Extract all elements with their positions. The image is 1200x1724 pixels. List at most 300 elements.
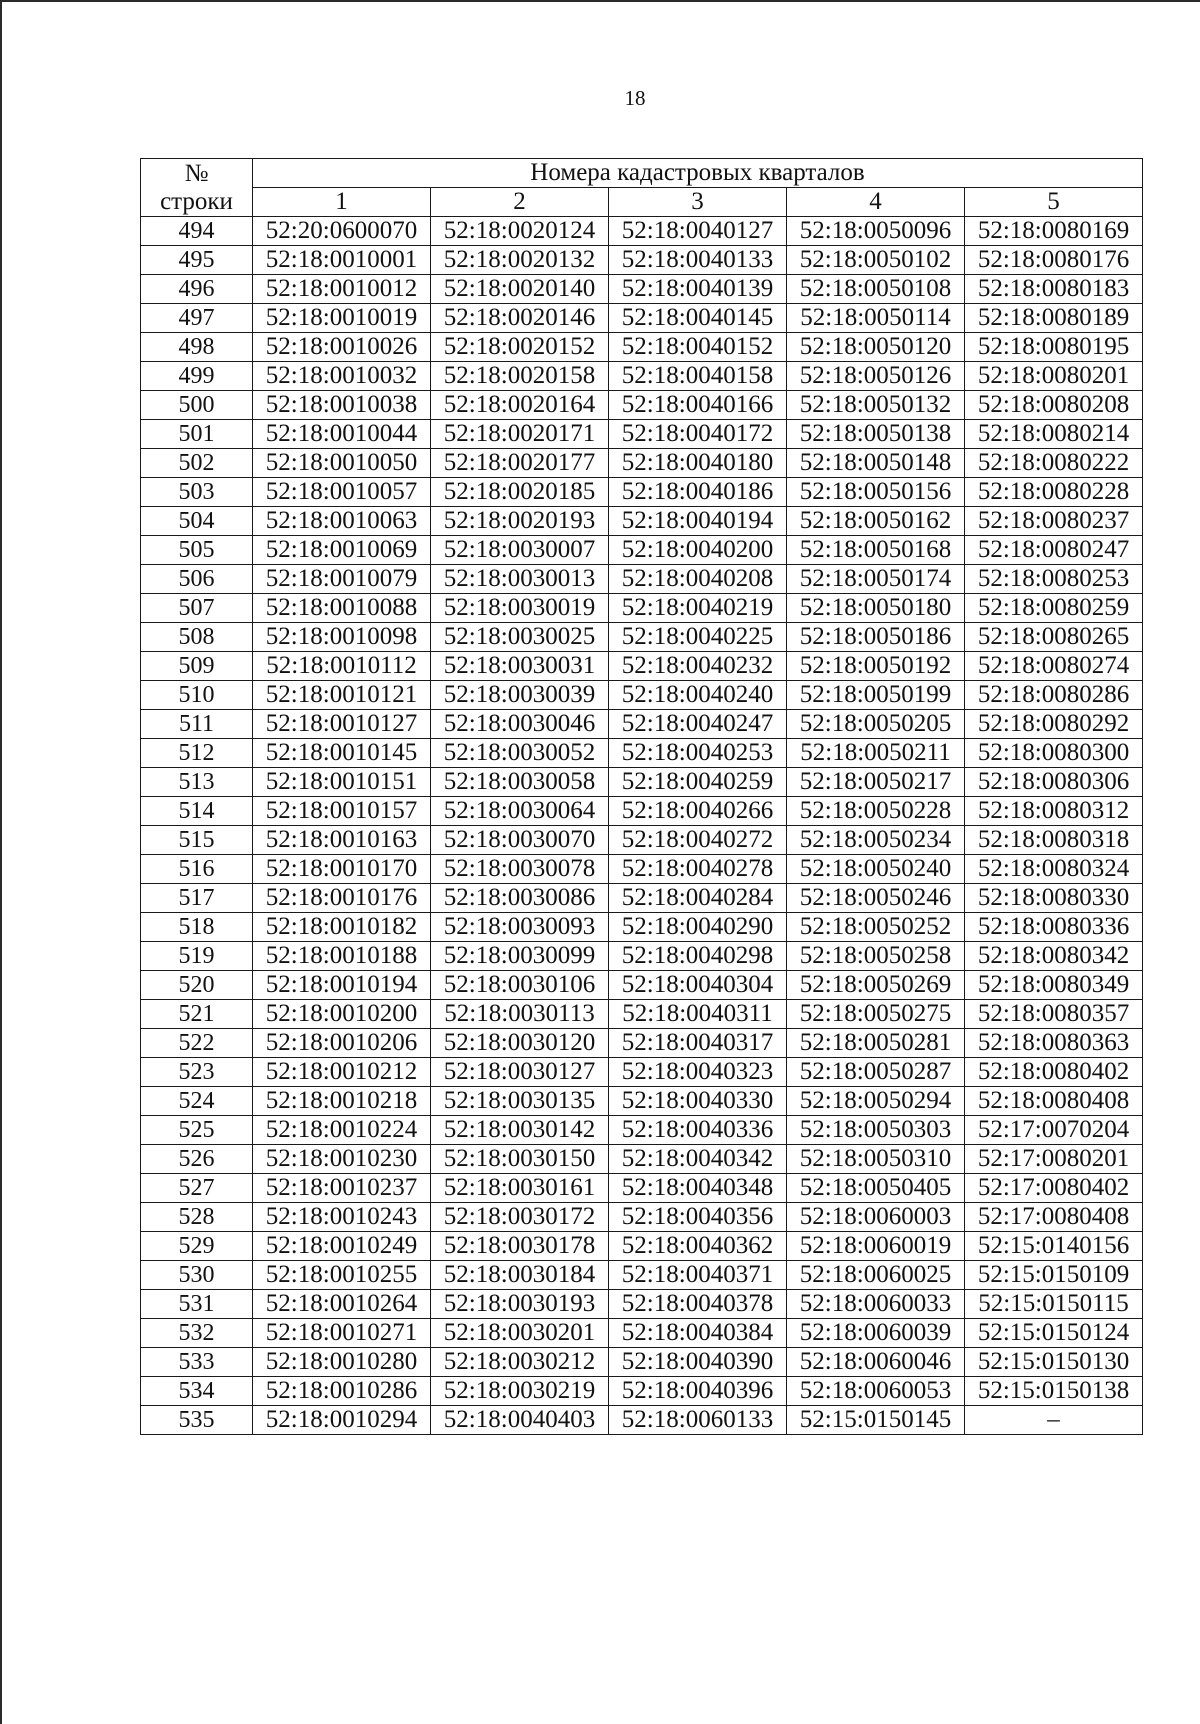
table-row — [141, 362, 1143, 391]
cadastral-number-cell: 52:18:0020152 — [431, 333, 609, 362]
cadastral-number-cell: 52:18:0030120 — [431, 1029, 609, 1058]
cadastral-number-cell: 52:18:0060039 — [787, 1319, 965, 1348]
table-row — [141, 1087, 1143, 1116]
cadastral-number-cell: 52:18:0040194 — [609, 507, 787, 536]
cadastral-number-cell: 52:18:0030150 — [431, 1145, 609, 1174]
row-number: 530 — [141, 1261, 253, 1290]
cadastral-number-cell: 52:18:0080330 — [965, 884, 1143, 913]
cadastral-number-cell: 52:18:0080208 — [965, 391, 1143, 420]
table-row — [141, 449, 1143, 478]
cadastral-number-cell: 52:18:0030025 — [431, 623, 609, 652]
cadastral-number-cell: 52:18:0080237 — [965, 507, 1143, 536]
table-row — [141, 507, 1143, 536]
cadastral-number-cell: 52:18:0080408 — [965, 1087, 1143, 1116]
cadastral-number-cell: 52:18:0050228 — [787, 797, 965, 826]
cadastral-number-cell: 52:18:0040290 — [609, 913, 787, 942]
group-header: Номера кадастровых кварталов — [253, 159, 1143, 188]
cadastral-number-cell: 52:18:0010026 — [253, 333, 431, 362]
cadastral-number-cell: 52:18:0040323 — [609, 1058, 787, 1087]
cadastral-number-cell: 52:18:0030086 — [431, 884, 609, 913]
cadastral-number-cell: 52:15:0150138 — [965, 1377, 1143, 1406]
cadastral-number-cell: 52:18:0010182 — [253, 913, 431, 942]
cadastral-number-cell: 52:18:0010145 — [253, 739, 431, 768]
row-number: 506 — [141, 565, 253, 594]
cadastral-number-cell: 52:18:0050287 — [787, 1058, 965, 1087]
cadastral-number-cell: 52:18:0040247 — [609, 710, 787, 739]
cadastral-number-cell: 52:18:0040371 — [609, 1261, 787, 1290]
row-number: 529 — [141, 1232, 253, 1261]
table-row — [141, 304, 1143, 333]
cadastral-number-cell: 52:18:0040259 — [609, 768, 787, 797]
cadastral-number-cell: 52:18:0040172 — [609, 420, 787, 449]
cadastral-number-cell: 52:18:0040348 — [609, 1174, 787, 1203]
row-number-label-line1: № — [141, 159, 253, 188]
cadastral-number-cell: 52:18:0040253 — [609, 739, 787, 768]
cadastral-number-cell: 52:18:0040232 — [609, 652, 787, 681]
cadastral-number-cell: 52:18:0010264 — [253, 1290, 431, 1319]
cadastral-number-cell: 52:17:0070204 — [965, 1116, 1143, 1145]
row-number: 495 — [141, 246, 253, 275]
cadastral-number-cell: 52:18:0040225 — [609, 623, 787, 652]
cadastral-number-cell: 52:18:0020193 — [431, 507, 609, 536]
cadastral-number-cell: 52:18:0030058 — [431, 768, 609, 797]
cadastral-number-cell: 52:18:0050281 — [787, 1029, 965, 1058]
row-number: 524 — [141, 1087, 253, 1116]
row-number: 522 — [141, 1029, 253, 1058]
cadastral-number-cell: 52:18:0030113 — [431, 1000, 609, 1029]
cadastral-number-cell: 52:18:0010294 — [253, 1406, 431, 1435]
cadastral-number-cell: 52:18:0040284 — [609, 884, 787, 913]
cadastral-number-cell: 52:17:0080201 — [965, 1145, 1143, 1174]
cadastral-number-cell: 52:18:0050246 — [787, 884, 965, 913]
table-row — [141, 391, 1143, 420]
cadastral-number-cell: 52:18:0030193 — [431, 1290, 609, 1319]
cadastral-number-cell: 52:18:0050234 — [787, 826, 965, 855]
cadastral-number-cell: 52:18:0040311 — [609, 1000, 787, 1029]
cadastral-number-cell: 52:18:0010098 — [253, 623, 431, 652]
cadastral-number-cell: 52:18:0080214 — [965, 420, 1143, 449]
cadastral-number-cell: 52:18:0010280 — [253, 1348, 431, 1377]
cadastral-number-cell: 52:18:0040152 — [609, 333, 787, 362]
cadastral-number-cell: 52:18:0080286 — [965, 681, 1143, 710]
row-number: 526 — [141, 1145, 253, 1174]
row-number: 519 — [141, 942, 253, 971]
cadastral-number-cell: 52:18:0030007 — [431, 536, 609, 565]
column-number: 1 — [253, 188, 431, 217]
cadastral-number-cell: 52:15:0150115 — [965, 1290, 1143, 1319]
cadastral-number-cell: 52:18:0050102 — [787, 246, 965, 275]
table-row — [141, 797, 1143, 826]
cadastral-number-cell: 52:18:0060053 — [787, 1377, 965, 1406]
cadastral-number-cell: 52:18:0080357 — [965, 1000, 1143, 1029]
table-row — [141, 565, 1143, 594]
row-number: 500 — [141, 391, 253, 420]
row-number: 513 — [141, 768, 253, 797]
cadastral-number-cell: 52:18:0050108 — [787, 275, 965, 304]
cadastral-number-cell: 52:18:0020185 — [431, 478, 609, 507]
cadastral-number-cell: 52:18:0080402 — [965, 1058, 1143, 1087]
cadastral-number-cell: 52:18:0010001 — [253, 246, 431, 275]
cadastral-number-cell: 52:18:0030046 — [431, 710, 609, 739]
cadastral-number-cell: 52:18:0040266 — [609, 797, 787, 826]
row-number: 496 — [141, 275, 253, 304]
row-number: 517 — [141, 884, 253, 913]
cadastral-number-cell: 52:18:0020164 — [431, 391, 609, 420]
cadastral-number-cell: 52:18:0040208 — [609, 565, 787, 594]
cadastral-number-cell: 52:20:0600070 — [253, 217, 431, 246]
cadastral-number-cell: 52:18:0010127 — [253, 710, 431, 739]
table-row — [141, 1319, 1143, 1348]
cadastral-number-cell: 52:18:0050258 — [787, 942, 965, 971]
cadastral-number-cell: 52:18:0030184 — [431, 1261, 609, 1290]
cadastral-number-cell: 52:18:0060003 — [787, 1203, 965, 1232]
cadastral-number-cell: 52:18:0050310 — [787, 1145, 965, 1174]
cadastral-number-cell: 52:18:0040133 — [609, 246, 787, 275]
cadastral-number-cell: 52:18:0040304 — [609, 971, 787, 1000]
table-row — [141, 1203, 1143, 1232]
cadastral-number-cell: 52:18:0040317 — [609, 1029, 787, 1058]
cadastral-number-cell: 52:18:0080312 — [965, 797, 1143, 826]
cadastral-number-cell: 52:18:0010151 — [253, 768, 431, 797]
cadastral-number-cell: 52:18:0050199 — [787, 681, 965, 710]
cadastral-number-cell: 52:18:0040145 — [609, 304, 787, 333]
table-row — [141, 855, 1143, 884]
row-number: 503 — [141, 478, 253, 507]
cadastral-number-cell: 52:18:0030031 — [431, 652, 609, 681]
cadastral-number-cell: 52:18:0040186 — [609, 478, 787, 507]
row-number: 535 — [141, 1406, 253, 1435]
cadastral-number-cell: 52:18:0040342 — [609, 1145, 787, 1174]
cadastral-number-cell: 52:18:0010163 — [253, 826, 431, 855]
cadastral-number-cell: 52:18:0040272 — [609, 826, 787, 855]
column-number: 4 — [787, 188, 965, 217]
column-number: 5 — [965, 188, 1143, 217]
cadastral-number-cell: 52:18:0020146 — [431, 304, 609, 333]
cadastral-number-cell: 52:18:0040200 — [609, 536, 787, 565]
cadastral-number-cell: 52:18:0080189 — [965, 304, 1143, 333]
row-number: 502 — [141, 449, 253, 478]
cadastral-number-cell: 52:18:0010057 — [253, 478, 431, 507]
cadastral-number-cell: 52:18:0040336 — [609, 1116, 787, 1145]
cadastral-number-cell: 52:15:0140156 — [965, 1232, 1143, 1261]
cadastral-number-cell: 52:18:0050192 — [787, 652, 965, 681]
header-row-top — [141, 159, 1143, 188]
cadastral-number-cell: 52:18:0080228 — [965, 478, 1143, 507]
table-row — [141, 913, 1143, 942]
cadastral-number-cell: 52:18:0010255 — [253, 1261, 431, 1290]
table-row — [141, 739, 1143, 768]
cadastral-number-cell: 52:18:0010218 — [253, 1087, 431, 1116]
cadastral-number-cell: 52:18:0010038 — [253, 391, 431, 420]
column-number: 3 — [609, 188, 787, 217]
cadastral-number-cell: 52:18:0050138 — [787, 420, 965, 449]
cadastral-number-cell: 52:18:0010088 — [253, 594, 431, 623]
cadastral-number-cell: 52:18:0010044 — [253, 420, 431, 449]
cadastral-number-cell: 52:18:0040158 — [609, 362, 787, 391]
cadastral-number-cell: 52:18:0030039 — [431, 681, 609, 710]
cadastral-number-cell: 52:18:0080169 — [965, 217, 1143, 246]
cadastral-number-cell: 52:18:0030052 — [431, 739, 609, 768]
cadastral-number-cell: 52:18:0020158 — [431, 362, 609, 391]
cadastral-number-cell: 52:17:0080402 — [965, 1174, 1143, 1203]
cadastral-number-cell: 52:18:0010121 — [253, 681, 431, 710]
cadastral-number-cell: 52:18:0010237 — [253, 1174, 431, 1203]
table-row — [141, 478, 1143, 507]
table-row — [141, 1406, 1143, 1435]
cadastral-number-cell: 52:18:0050174 — [787, 565, 965, 594]
row-number: 499 — [141, 362, 253, 391]
cadastral-number-cell: 52:18:0010012 — [253, 275, 431, 304]
row-number: 525 — [141, 1116, 253, 1145]
cadastral-number-cell: 52:18:0080274 — [965, 652, 1143, 681]
cadastral-quarters-table — [140, 158, 1143, 1435]
table-row — [141, 246, 1143, 275]
table-row — [141, 710, 1143, 739]
cadastral-number-cell: 52:18:0030127 — [431, 1058, 609, 1087]
cadastral-number-cell: 52:18:0040362 — [609, 1232, 787, 1261]
cadastral-number-cell: 52:18:0010079 — [253, 565, 431, 594]
table-row — [141, 623, 1143, 652]
column-number: 2 — [431, 188, 609, 217]
cadastral-number-cell: 52:18:0030013 — [431, 565, 609, 594]
cadastral-number-cell: 52:18:0050240 — [787, 855, 965, 884]
row-number: 512 — [141, 739, 253, 768]
cadastral-number-cell: 52:18:0080259 — [965, 594, 1143, 623]
cadastral-number-cell: 52:18:0050303 — [787, 1116, 965, 1145]
cadastral-number-cell: 52:18:0040378 — [609, 1290, 787, 1319]
table-row — [141, 826, 1143, 855]
cadastral-number-cell: 52:18:0040356 — [609, 1203, 787, 1232]
cadastral-number-cell: 52:18:0040396 — [609, 1377, 787, 1406]
table-row — [141, 1029, 1143, 1058]
cadastral-number-cell: 52:18:0040330 — [609, 1087, 787, 1116]
row-number: 527 — [141, 1174, 253, 1203]
table-row — [141, 942, 1143, 971]
table-row — [141, 1174, 1143, 1203]
cadastral-number-cell: 52:18:0040384 — [609, 1319, 787, 1348]
cadastral-number-cell: 52:18:0010249 — [253, 1232, 431, 1261]
cadastral-number-cell: 52:18:0030135 — [431, 1087, 609, 1116]
cadastral-number-cell: 52:18:0050252 — [787, 913, 965, 942]
table-row — [141, 536, 1143, 565]
cadastral-number-cell: 52:18:0060046 — [787, 1348, 965, 1377]
table-row — [141, 971, 1143, 1000]
cadastral-number-cell: 52:18:0060133 — [609, 1406, 787, 1435]
cadastral-number-cell: 52:18:0010212 — [253, 1058, 431, 1087]
cadastral-number-cell: 52:15:0150145 — [787, 1406, 965, 1435]
cadastral-number-cell: 52:18:0050269 — [787, 971, 965, 1000]
table-row — [141, 884, 1143, 913]
cadastral-number-cell: 52:18:0050294 — [787, 1087, 965, 1116]
row-number: 511 — [141, 710, 253, 739]
cadastral-number-cell: 52:18:0040127 — [609, 217, 787, 246]
cadastral-number-cell: 52:18:0050096 — [787, 217, 965, 246]
table-row — [141, 1261, 1143, 1290]
cadastral-number-cell: 52:18:0050180 — [787, 594, 965, 623]
row-number: 528 — [141, 1203, 253, 1232]
cadastral-number-cell: 52:18:0040180 — [609, 449, 787, 478]
row-number: 508 — [141, 623, 253, 652]
cadastral-number-cell: 52:18:0010243 — [253, 1203, 431, 1232]
cadastral-number-cell: 52:18:0080336 — [965, 913, 1143, 942]
cadastral-number-cell: 52:18:0030064 — [431, 797, 609, 826]
row-number: 523 — [141, 1058, 253, 1087]
cadastral-number-cell: 52:18:0010271 — [253, 1319, 431, 1348]
cadastral-number-cell: 52:18:0060019 — [787, 1232, 965, 1261]
cadastral-number-cell: 52:18:0080265 — [965, 623, 1143, 652]
table-row — [141, 1116, 1143, 1145]
cadastral-number-cell: 52:18:0010069 — [253, 536, 431, 565]
cadastral-number-cell: 52:18:0040139 — [609, 275, 787, 304]
row-number: 497 — [141, 304, 253, 333]
cadastral-number-cell: 52:18:0010206 — [253, 1029, 431, 1058]
table-row — [141, 681, 1143, 710]
table-row — [141, 1232, 1143, 1261]
table-row — [141, 1000, 1143, 1029]
row-number: 509 — [141, 652, 253, 681]
cadastral-number-cell: 52:18:0050275 — [787, 1000, 965, 1029]
cadastral-number-cell: 52:18:0010032 — [253, 362, 431, 391]
cadastral-number-cell: 52:18:0010019 — [253, 304, 431, 333]
cadastral-number-cell: 52:18:0050217 — [787, 768, 965, 797]
cadastral-number-cell: 52:18:0030019 — [431, 594, 609, 623]
cadastral-number-cell: 52:18:0060033 — [787, 1290, 965, 1319]
cadastral-number-cell: 52:18:0080176 — [965, 246, 1143, 275]
cadastral-number-cell: 52:18:0050156 — [787, 478, 965, 507]
cadastral-number-cell: 52:18:0020177 — [431, 449, 609, 478]
cadastral-number-cell: 52:18:0080183 — [965, 275, 1143, 304]
cadastral-number-cell: 52:18:0080201 — [965, 362, 1143, 391]
table-row — [141, 1348, 1143, 1377]
cadastral-number-cell: 52:18:0050114 — [787, 304, 965, 333]
cadastral-number-cell: 52:18:0080342 — [965, 942, 1143, 971]
cadastral-number-cell: 52:18:0010170 — [253, 855, 431, 884]
cadastral-number-cell: 52:18:0020171 — [431, 420, 609, 449]
cadastral-number-cell: 52:15:0150124 — [965, 1319, 1143, 1348]
cadastral-number-cell: 52:18:0080195 — [965, 333, 1143, 362]
table-body — [141, 217, 1143, 1435]
cadastral-number-cell: 52:18:0030099 — [431, 942, 609, 971]
page-number: 18 — [624, 86, 646, 110]
table-row — [141, 768, 1143, 797]
cadastral-number-cell: 52:18:0050162 — [787, 507, 965, 536]
cadastral-number-cell: 52:18:0040298 — [609, 942, 787, 971]
cadastral-number-cell: 52:18:0040219 — [609, 594, 787, 623]
cadastral-number-cell: 52:18:0050186 — [787, 623, 965, 652]
row-number: 533 — [141, 1348, 253, 1377]
cadastral-number-cell: 52:18:0050120 — [787, 333, 965, 362]
cadastral-number-cell: 52:18:0080324 — [965, 855, 1143, 884]
row-number: 521 — [141, 1000, 253, 1029]
cadastral-number-cell: 52:17:0080408 — [965, 1203, 1143, 1232]
cadastral-number-cell: 52:18:0030142 — [431, 1116, 609, 1145]
cadastral-number-cell: 52:18:0030178 — [431, 1232, 609, 1261]
cadastral-number-cell: 52:18:0080300 — [965, 739, 1143, 768]
row-number: 510 — [141, 681, 253, 710]
cadastral-number-cell: 52:18:0080247 — [965, 536, 1143, 565]
cadastral-number-cell: 52:18:0030212 — [431, 1348, 609, 1377]
cadastral-number-cell: 52:18:0050132 — [787, 391, 965, 420]
row-number: 504 — [141, 507, 253, 536]
table-row — [141, 333, 1143, 362]
cadastral-number-cell: 52:18:0030219 — [431, 1377, 609, 1406]
cadastral-number-cell: 52:18:0030161 — [431, 1174, 609, 1203]
table-row — [141, 217, 1143, 246]
cadastral-number-cell: 52:18:0050405 — [787, 1174, 965, 1203]
cadastral-number-cell: 52:18:0030078 — [431, 855, 609, 884]
cadastral-number-cell: 52:18:0010157 — [253, 797, 431, 826]
row-number: 531 — [141, 1290, 253, 1319]
cadastral-number-cell: 52:18:0040278 — [609, 855, 787, 884]
cadastral-number-cell: 52:18:0080349 — [965, 971, 1143, 1000]
cadastral-number-cell: 52:18:0010286 — [253, 1377, 431, 1406]
row-number: 515 — [141, 826, 253, 855]
row-number: 514 — [141, 797, 253, 826]
cadastral-number-cell: 52:18:0020132 — [431, 246, 609, 275]
table-row — [141, 594, 1143, 623]
table-row — [141, 275, 1143, 304]
cadastral-number-cell: 52:18:0040390 — [609, 1348, 787, 1377]
cadastral-number-cell: 52:18:0010230 — [253, 1145, 431, 1174]
cadastral-number-cell: 52:18:0020124 — [431, 217, 609, 246]
cadastral-number-cell: 52:18:0080292 — [965, 710, 1143, 739]
row-number: 532 — [141, 1319, 253, 1348]
row-number: 505 — [141, 536, 253, 565]
cadastral-number-cell: 52:18:0010050 — [253, 449, 431, 478]
row-number: 516 — [141, 855, 253, 884]
table-header — [141, 159, 1143, 217]
cadastral-number-cell: 52:18:0080222 — [965, 449, 1143, 478]
cadastral-number-cell: 52:18:0080253 — [965, 565, 1143, 594]
table-row — [141, 420, 1143, 449]
cadastral-number-cell: 52:18:0060025 — [787, 1261, 965, 1290]
cadastral-number-cell: 52:15:0150130 — [965, 1348, 1143, 1377]
row-number: 501 — [141, 420, 253, 449]
cadastral-number-cell: 52:18:0050168 — [787, 536, 965, 565]
header-row-bottom — [141, 188, 1143, 217]
cadastral-number-cell: 52:18:0080363 — [965, 1029, 1143, 1058]
cadastral-number-cell: 52:18:0010112 — [253, 652, 431, 681]
table-row — [141, 1377, 1143, 1406]
cadastral-number-cell: 52:18:0050211 — [787, 739, 965, 768]
row-number: 494 — [141, 217, 253, 246]
table-row — [141, 1290, 1143, 1319]
cadastral-number-cell: 52:18:0030201 — [431, 1319, 609, 1348]
cadastral-number-cell: 52:18:0010194 — [253, 971, 431, 1000]
cadastral-number-cell: 52:18:0010188 — [253, 942, 431, 971]
table-row — [141, 1058, 1143, 1087]
cadastral-number-cell: 52:18:0010224 — [253, 1116, 431, 1145]
cadastral-number-cell: 52:18:0030070 — [431, 826, 609, 855]
cadastral-number-cell: 52:18:0080306 — [965, 768, 1143, 797]
table-row — [141, 1145, 1143, 1174]
row-number-label-line2: строки — [141, 188, 253, 217]
table-row — [141, 652, 1143, 681]
cadastral-number-cell: 52:18:0050126 — [787, 362, 965, 391]
cadastral-number-cell: 52:18:0030093 — [431, 913, 609, 942]
row-number: 520 — [141, 971, 253, 1000]
cadastral-number-cell: 52:18:0050205 — [787, 710, 965, 739]
cadastral-number-cell: 52:18:0040166 — [609, 391, 787, 420]
cadastral-number-cell: – — [965, 1406, 1143, 1435]
cadastral-number-cell: 52:15:0150109 — [965, 1261, 1143, 1290]
cadastral-number-cell: 52:18:0010063 — [253, 507, 431, 536]
cadastral-number-cell: 52:18:0020140 — [431, 275, 609, 304]
cadastral-number-cell: 52:18:0050148 — [787, 449, 965, 478]
row-number: 518 — [141, 913, 253, 942]
row-number: 498 — [141, 333, 253, 362]
cadastral-number-cell: 52:18:0040240 — [609, 681, 787, 710]
